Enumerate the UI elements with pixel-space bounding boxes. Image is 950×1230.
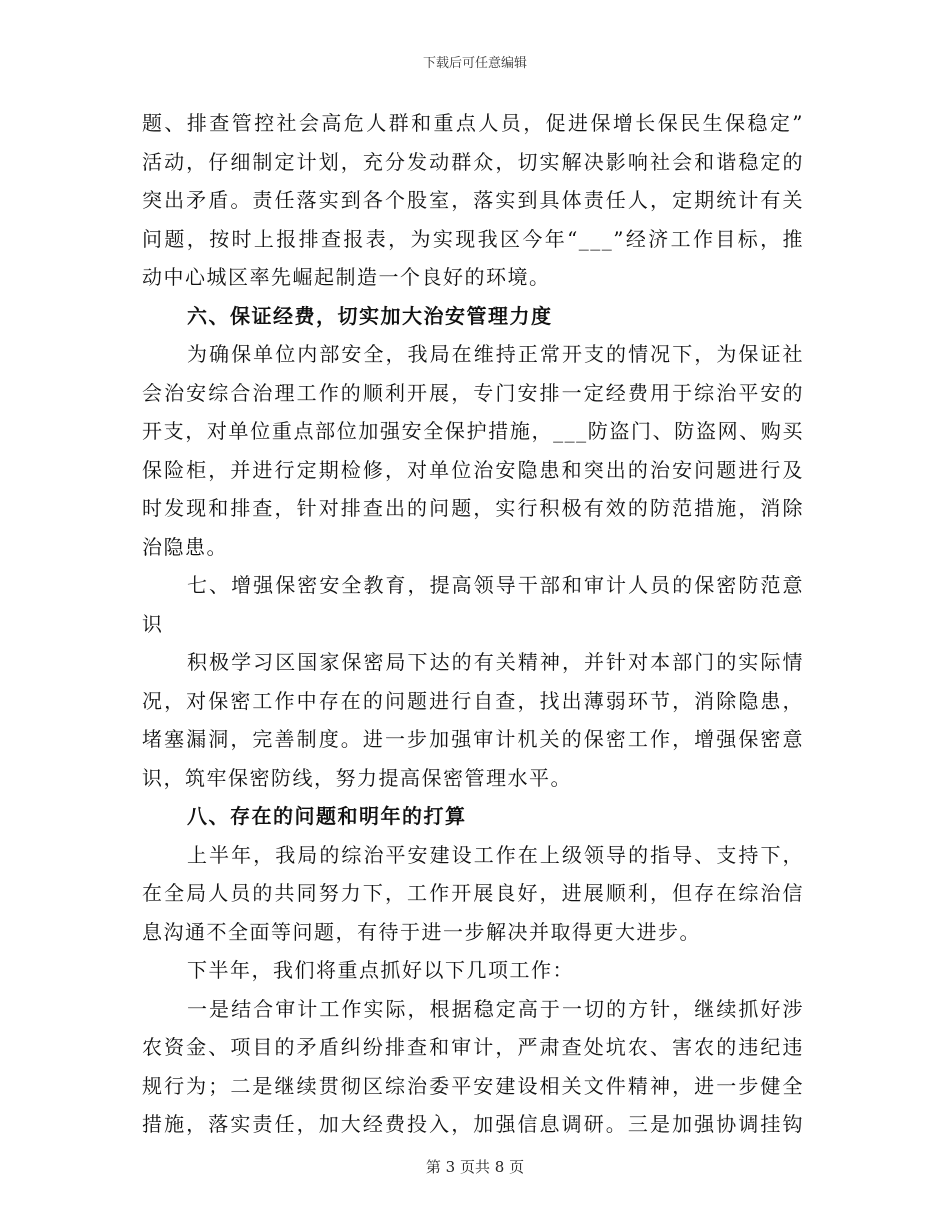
paragraph-line: 问题，按时上报排查报表，为实现我区今年“___”经济工作目标，推 [142, 226, 804, 251]
paragraph-line: 息沟通不全面等问题，有待于进一步解决并取得更大进步。 [142, 919, 701, 944]
paragraph-line: 下半年，我们将重点抓好以下几项工作： [187, 958, 574, 982]
paragraph-line: 堵塞漏洞，完善制度。进一步加强审计机关的保密工作，增强保密意 [142, 727, 804, 751]
section-heading: 八、存在的问题和明年的打算 [187, 804, 467, 828]
paragraph-line: 况，对保密工作中存在的问题进行自查，找出薄弱环节，消除隐患， [142, 688, 804, 713]
document-body [142, 104, 804, 1144]
paragraph-line: 会治安综合治理工作的顺利开展，专门安排一定经费用于综治平安的 [142, 380, 804, 405]
paragraph-line: 农资金、项目的矛盾纠纷排查和审计，严肃查处坑农、害农的违纪违 [142, 1035, 804, 1059]
page-number: 第 3 页共 8 页 [425, 1158, 525, 1176]
paragraph-line: 动中心城区率先崛起制造一个良好的环境。 [142, 265, 551, 289]
paragraph-line: 上半年，我局的综治平安建设工作在上级领导的指导、支持下， [187, 842, 804, 867]
section-heading: 七、增强保密安全教育，提高领导干部和审计人员的保密防范意 [187, 573, 804, 597]
paragraph-line: 为确保单位内部安全，我局在维持正常开支的情况下，为保证社 [187, 342, 804, 366]
paragraph-line: 题、排查管控社会高危人群和重点人员，促进保增长保民生保稳定” [142, 111, 804, 135]
paragraph-line: 积极学习区国家保密局下达的有关精神，并针对本部门的实际情 [187, 650, 804, 674]
paragraph-line: 一是结合审计工作实际，根据稳定高于一切的方针，继续抓好涉 [187, 996, 804, 1021]
paragraph-line: 活动，仔细制定计划，充分发动群众，切实解决影响社会和谐稳定的 [142, 149, 804, 174]
paragraph-line: 措施，落实责任，加大经费投入，加强信息调研。三是加强协调挂钩 [142, 1112, 804, 1136]
paragraph-line: 时发现和排查，针对排查出的问题，实行积极有效的防范措施，消除 [142, 496, 804, 520]
paragraph-line: 突出矛盾。责任落实到各个股室，落实到具体责任人，定期统计有关 [142, 188, 804, 212]
paragraph-line: 规行为；二是继续贯彻区综治委平安建设相关文件精神，进一步健全 [142, 1073, 804, 1098]
paragraph-line: 识，筑牢保密防线，努力提高保密管理水平。 [142, 765, 572, 790]
paragraph-line: 在全局人员的共同努力下，工作开展良好，进展顺利，但存在综治信 [142, 881, 804, 905]
paragraph-line: 保险柜，并进行定期检修，对单位治安隐患和突出的治安问题进行及 [142, 457, 804, 482]
page-header: 下载后可任意编辑 [422, 56, 527, 71]
paragraph-line: 治隐患。 [142, 534, 228, 559]
section-heading: 识 [142, 611, 164, 636]
paragraph-line: 开支，对单位重点部位加强安全保护措施，___防盗门、防盗网、购买 [142, 419, 804, 443]
section-heading: 六、保证经费，切实加大治安管理力度 [187, 303, 553, 328]
